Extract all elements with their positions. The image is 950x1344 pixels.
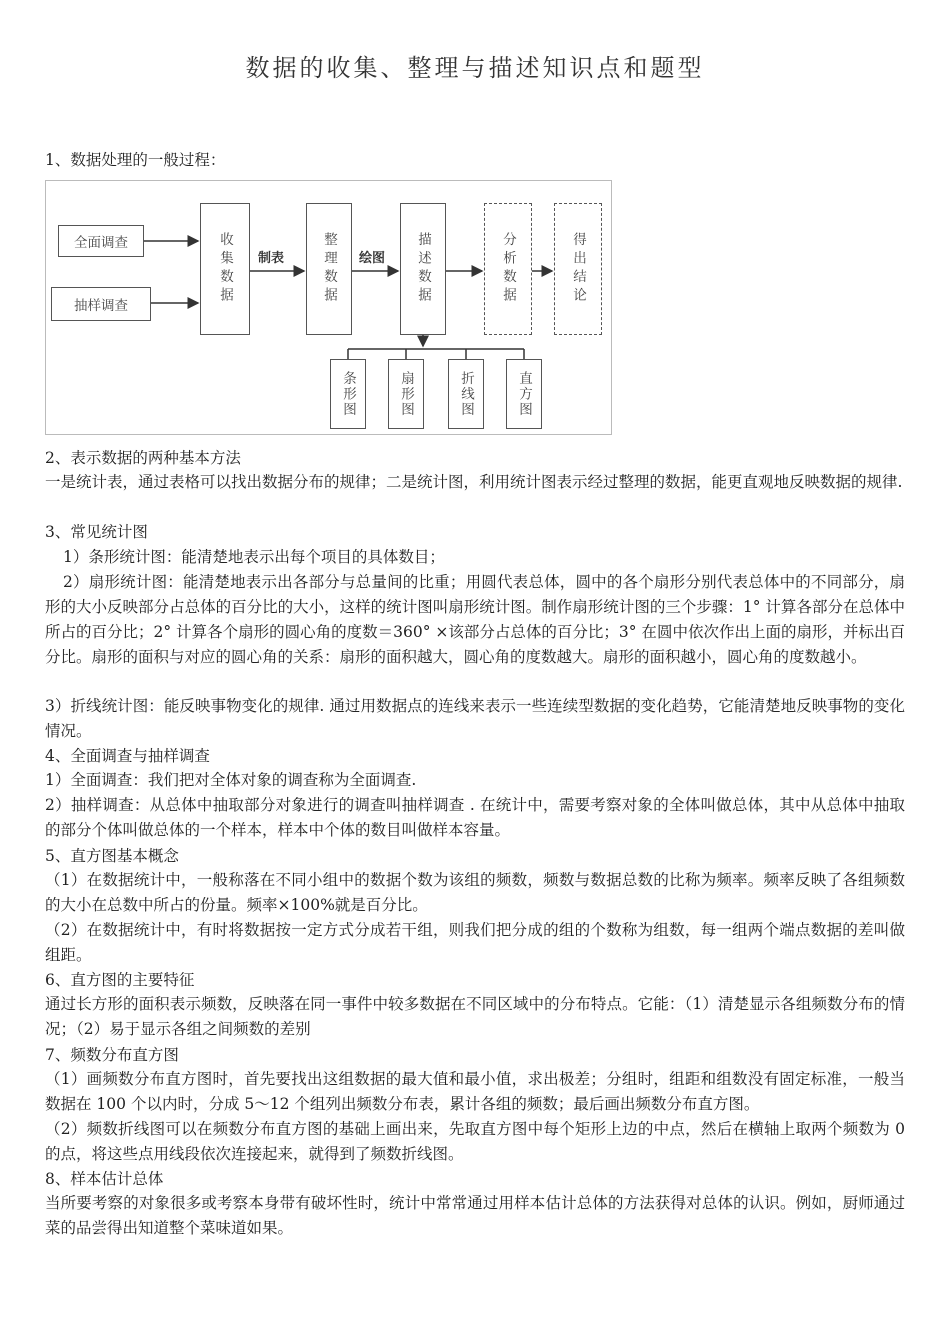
pie-chart-box: 扇形图 bbox=[388, 359, 424, 429]
section-3-item-2: 2）扇形统计图：能清楚地表示出各部分与总量间的比重；用圆代表总体，圆中的各个扇形分别代表总体中的不同部分，扇形的大小反映部分占总体的百分比的大小，这样的统计图叫扇形统计图。制作扇形统计图的三个步骤：1° 计算各部分在总体中所占的百分比；2° 计算各个扇形的圆心角的度数＝360° ×该部分占总体的百分比；3° 在圆中依次作出上面的扇形，并标出百分比。扇形的面积与对应的圆心角的关系：扇形的面积越大，圆心角的度数越大。扇形的面积越小，圆心角的度数越小。 bbox=[45, 573, 905, 666]
line-chart-box: 折线图 bbox=[448, 359, 484, 429]
section-4-item-1: 1）全面调查：我们把对全体对象的调查称为全面调查. bbox=[45, 771, 417, 789]
section-3-item-1: 1）条形统计图：能清楚地表示出每个项目的具体数目； bbox=[63, 548, 445, 566]
section-7-item-2: （2）频数折线图可以在频数分布直方图的基础上画出来，先取直方图中每个矩形上边的中点，然后在横轴上取两个频数为 0 的点，将这些点用线段依次连接起来，就得到了频数折线图。 bbox=[45, 1120, 905, 1163]
section-2-heading: 2、表示数据的两种基本方法 bbox=[45, 449, 241, 467]
page-title: 数据的收集、整理与描述知识点和题型 bbox=[245, 54, 705, 82]
section-5-item-1: （1）在数据统计中，一般称落在不同小组中的数据个数为该组的频数，频数与数据总数的比称为频率。频率反映了各组频数的大小在总数中所占的份量。频率×100%就是百分比。 bbox=[45, 871, 905, 914]
section-2-text: 一是统计表，通过表格可以找出数据分布的规律；二是统计图，利用统计图表示经过整理的数据，能更直观地反映数据的规律. bbox=[45, 473, 903, 491]
bar-chart-box: 条形图 bbox=[330, 359, 366, 429]
histogram-box: 直方图 bbox=[506, 359, 542, 429]
conclusion-box: 得出结论 bbox=[554, 203, 602, 335]
sample-survey-box: 抽样调查 bbox=[51, 287, 151, 321]
full-survey-box: 全面调查 bbox=[58, 225, 144, 257]
draw-label: 绘图 bbox=[359, 251, 386, 266]
section-8-heading: 8、样本估计总体 bbox=[45, 1170, 164, 1188]
describe-data-box: 描述数据 bbox=[400, 203, 446, 335]
section-7-item-1: （1）画频数分布直方图时，首先要找出这组数据的最大值和最小值，求出极差；分组时，组距和组数没有固定标准，一般当数据在 100 个以内时，分成 5～12 个组列出频数分布表，累计各组的频数；最后画出频数分布直方图。 bbox=[45, 1070, 905, 1113]
section-3-item-3: 3）折线统计图：能反映事物变化的规律. 通过用数据点的连线来表示一些连续型数据的变化趋势，它能清楚地反映事物的变化情况。 bbox=[45, 697, 905, 740]
collect-data-box: 收集数据 bbox=[200, 203, 250, 335]
tabulate-label: 制表 bbox=[258, 251, 285, 266]
section-8-text: 当所要考察的对象很多或考察本身带有破坏性时，统计中常常通过用样本估计总体的方法获得对总体的认识。例如，厨师通过菜的品尝得出知道整个菜味道如果。 bbox=[45, 1194, 905, 1237]
section-6-heading: 6、直方图的主要特征 bbox=[45, 971, 195, 989]
section-1-heading: 1、数据处理的一般过程： bbox=[45, 151, 226, 169]
analyze-data-box: 分析数据 bbox=[484, 203, 532, 335]
section-4-item-2: 2）抽样调查：从总体中抽取部分对象进行的调查叫抽样调查 . 在统计中，需要考察对象的全体叫做总体，其中从总体中抽取的部分个体叫做总体的一个样本，样本中个体的数目叫做样本容量。 bbox=[45, 796, 905, 839]
section-3-heading: 3、常见统计图 bbox=[45, 523, 148, 541]
section-7-heading: 7、频数分布直方图 bbox=[45, 1046, 179, 1064]
section-6-text: 通过长方形的面积表示频数，反映落在同一事件中较多数据在不同区域中的分布特点。它能：（1）清楚显示各组频数分布的情况；（2）易于显示各组之间频数的差别 bbox=[45, 995, 905, 1038]
section-5-heading: 5、直方图基本概念 bbox=[45, 847, 179, 865]
process-diagram bbox=[45, 180, 612, 435]
organize-data-box: 整理数据 bbox=[306, 203, 352, 335]
section-5-item-2: （2）在数据统计中，有时将数据按一定方式分成若干组，则我们把分成的组的个数称为组数，每一组两个端点数据的差叫做组距。 bbox=[45, 921, 905, 964]
section-4-heading: 4、全面调查与抽样调查 bbox=[45, 747, 210, 765]
